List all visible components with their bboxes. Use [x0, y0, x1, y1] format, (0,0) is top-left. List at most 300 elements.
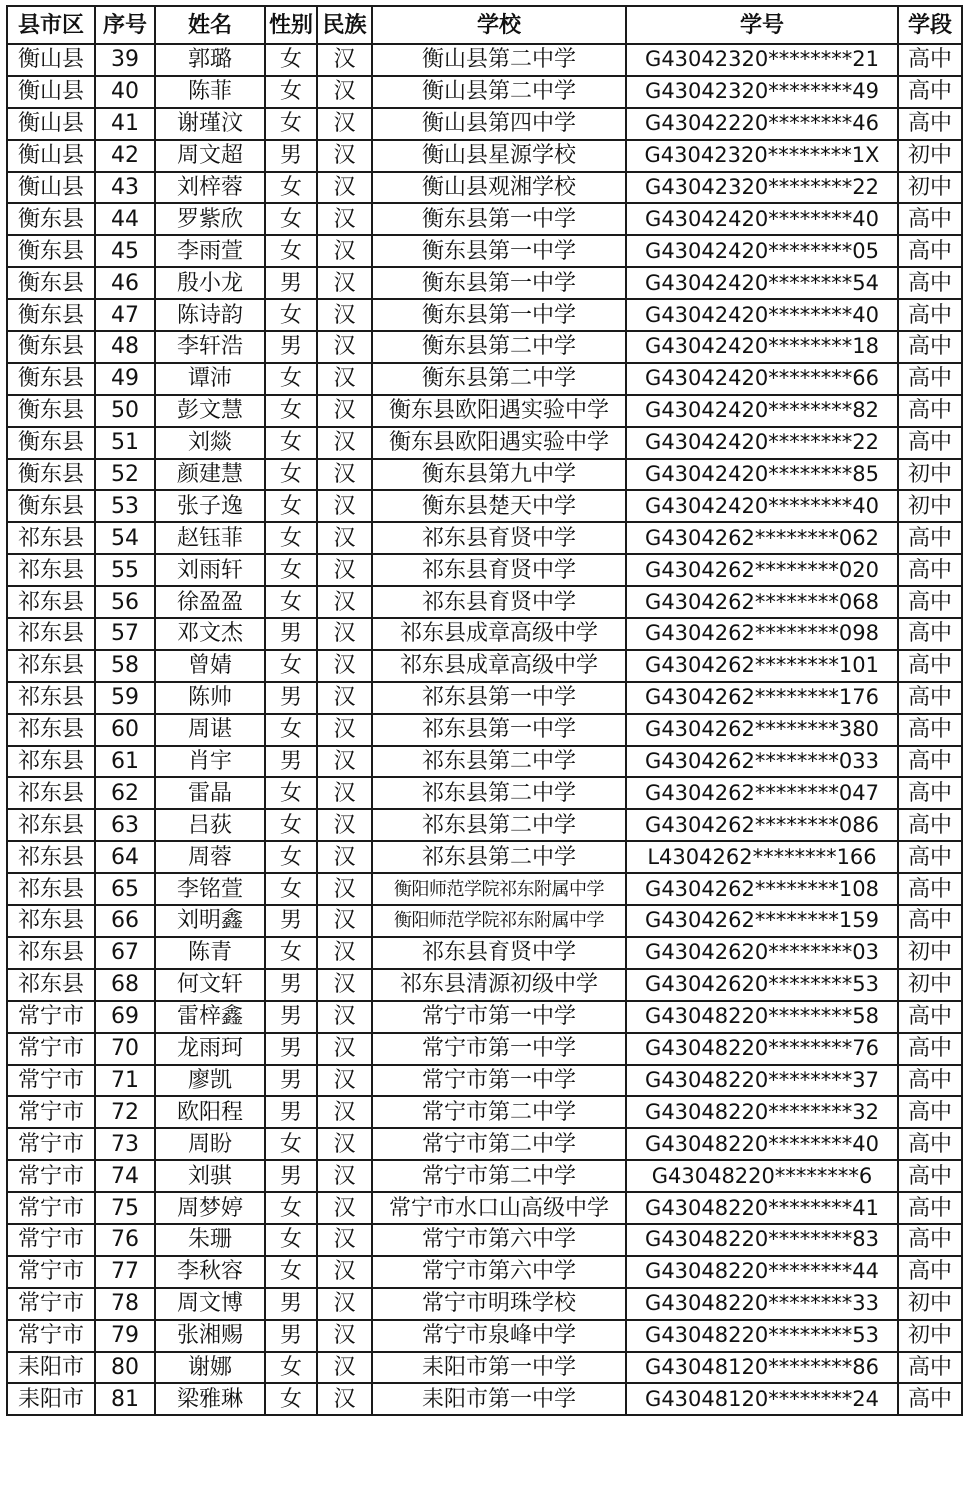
name-cell: 张子逸	[155, 490, 265, 522]
student-id-cell: G4304262********159	[626, 905, 898, 937]
stage-cell: 高中	[898, 1096, 962, 1128]
gender-cell: 女	[265, 650, 317, 682]
index-cell: 55	[95, 554, 155, 586]
stage-cell: 高中	[898, 427, 962, 459]
school-cell: 祁东县第二中学	[372, 777, 626, 809]
index-cell: 42	[95, 140, 155, 172]
index-cell: 41	[95, 108, 155, 140]
stage-cell: 高中	[898, 108, 962, 140]
district-cell: 常宁市	[7, 1001, 95, 1033]
district-cell: 衡山县	[7, 140, 95, 172]
district-cell: 祁东县	[7, 873, 95, 905]
table-row	[7, 235, 962, 267]
stage-cell: 高中	[898, 522, 962, 554]
student-id-cell: G43048220********6	[626, 1160, 898, 1192]
name-cell: 谭沛	[155, 363, 265, 395]
school-cell: 常宁市第一中学	[372, 1001, 626, 1033]
gender-cell: 男	[265, 746, 317, 778]
ethnicity-cell: 汉	[317, 522, 372, 554]
student-id-cell: G43042420********40	[626, 299, 898, 331]
name-cell: 欧阳程	[155, 1096, 265, 1128]
table-body	[7, 44, 962, 1415]
ethnicity-cell: 汉	[317, 714, 372, 746]
table-row	[7, 586, 962, 618]
header-index: 序号	[95, 6, 155, 44]
index-cell: 68	[95, 969, 155, 1001]
school-cell: 衡东县第一中学	[372, 299, 626, 331]
table-row	[7, 1065, 962, 1097]
student-id-cell: G43048220********58	[626, 1001, 898, 1033]
header-ethnicity: 民族	[317, 6, 372, 44]
student-id-cell: G4304262********380	[626, 714, 898, 746]
index-cell: 50	[95, 395, 155, 427]
district-cell: 祁东县	[7, 777, 95, 809]
ethnicity-cell: 汉	[317, 809, 372, 841]
ethnicity-cell: 汉	[317, 650, 372, 682]
district-cell: 常宁市	[7, 1320, 95, 1352]
stage-cell: 高中	[898, 1383, 962, 1415]
index-cell: 73	[95, 1128, 155, 1160]
school-cell: 常宁市泉峰中学	[372, 1320, 626, 1352]
student-id-cell: G43042620********03	[626, 937, 898, 969]
student-id-cell: G4304262********068	[626, 586, 898, 618]
table-row	[7, 395, 962, 427]
ethnicity-cell: 汉	[317, 554, 372, 586]
gender-cell: 男	[265, 1288, 317, 1320]
stage-cell: 高中	[898, 1033, 962, 1065]
name-cell: 陈菲	[155, 76, 265, 108]
name-cell: 刘明鑫	[155, 905, 265, 937]
gender-cell: 女	[265, 427, 317, 459]
header-student-id: 学号	[626, 6, 898, 44]
district-cell: 衡东县	[7, 267, 95, 299]
index-cell: 78	[95, 1288, 155, 1320]
index-cell: 63	[95, 809, 155, 841]
gender-cell: 女	[265, 1256, 317, 1288]
student-id-cell: G43042420********18	[626, 331, 898, 363]
table-row	[7, 108, 962, 140]
district-cell: 衡东县	[7, 331, 95, 363]
ethnicity-cell: 汉	[317, 1160, 372, 1192]
index-cell: 45	[95, 235, 155, 267]
district-cell: 祁东县	[7, 809, 95, 841]
ethnicity-cell: 汉	[317, 682, 372, 714]
school-cell: 祁东县第一中学	[372, 714, 626, 746]
gender-cell: 男	[265, 331, 317, 363]
district-cell: 祁东县	[7, 746, 95, 778]
student-id-cell: G43042420********85	[626, 459, 898, 491]
stage-cell: 高中	[898, 395, 962, 427]
ethnicity-cell: 汉	[317, 937, 372, 969]
stage-cell: 高中	[898, 905, 962, 937]
stage-cell: 高中	[898, 873, 962, 905]
student-id-cell: G4304262********062	[626, 522, 898, 554]
district-cell: 耒阳市	[7, 1383, 95, 1415]
student-id-cell: G43048220********32	[626, 1096, 898, 1128]
school-cell: 衡东县第二中学	[372, 363, 626, 395]
name-cell: 周谌	[155, 714, 265, 746]
gender-cell: 女	[265, 76, 317, 108]
student-id-cell: G43042420********22	[626, 427, 898, 459]
gender-cell: 女	[265, 841, 317, 873]
school-cell: 常宁市第二中学	[372, 1096, 626, 1128]
table-row	[7, 746, 962, 778]
table-row	[7, 714, 962, 746]
ethnicity-cell: 汉	[317, 267, 372, 299]
district-cell: 衡山县	[7, 44, 95, 76]
ethnicity-cell: 汉	[317, 1096, 372, 1128]
name-cell: 何文轩	[155, 969, 265, 1001]
table-row	[7, 203, 962, 235]
table-row	[7, 554, 962, 586]
district-cell: 衡东县	[7, 427, 95, 459]
name-cell: 殷小龙	[155, 267, 265, 299]
stage-cell: 高中	[898, 618, 962, 650]
name-cell: 周盼	[155, 1128, 265, 1160]
stage-cell: 高中	[898, 1065, 962, 1097]
gender-cell: 男	[265, 1096, 317, 1128]
school-cell: 衡东县第一中学	[372, 267, 626, 299]
name-cell: 雷晶	[155, 777, 265, 809]
school-cell: 衡山县第二中学	[372, 76, 626, 108]
stage-cell: 高中	[898, 203, 962, 235]
table-row	[7, 1256, 962, 1288]
gender-cell: 男	[265, 1033, 317, 1065]
school-cell: 常宁市明珠学校	[372, 1288, 626, 1320]
index-cell: 75	[95, 1192, 155, 1224]
name-cell: 彭文慧	[155, 395, 265, 427]
table-row	[7, 44, 962, 76]
table-row	[7, 427, 962, 459]
ethnicity-cell: 汉	[317, 746, 372, 778]
table-row	[7, 1096, 962, 1128]
index-cell: 72	[95, 1096, 155, 1128]
ethnicity-cell: 汉	[317, 140, 372, 172]
gender-cell: 女	[265, 1128, 317, 1160]
name-cell: 肖宇	[155, 746, 265, 778]
student-id-cell: G43042420********40	[626, 490, 898, 522]
gender-cell: 女	[265, 235, 317, 267]
student-id-cell: G4304262********176	[626, 682, 898, 714]
name-cell: 刘梓蓉	[155, 172, 265, 204]
index-cell: 59	[95, 682, 155, 714]
name-cell: 张湘赐	[155, 1320, 265, 1352]
index-cell: 60	[95, 714, 155, 746]
student-id-cell: G43048220********83	[626, 1224, 898, 1256]
ethnicity-cell: 汉	[317, 1352, 372, 1384]
student-id-cell: G43042420********40	[626, 203, 898, 235]
table-row	[7, 1160, 962, 1192]
name-cell: 李铭萱	[155, 873, 265, 905]
school-cell: 常宁市第二中学	[372, 1128, 626, 1160]
stage-cell: 高中	[898, 363, 962, 395]
table-row	[7, 905, 962, 937]
ethnicity-cell: 汉	[317, 1256, 372, 1288]
index-cell: 62	[95, 777, 155, 809]
school-cell: 常宁市第二中学	[372, 1160, 626, 1192]
name-cell: 赵钰菲	[155, 522, 265, 554]
school-cell: 常宁市第六中学	[372, 1224, 626, 1256]
stage-cell: 高中	[898, 1192, 962, 1224]
district-cell: 衡东县	[7, 490, 95, 522]
district-cell: 常宁市	[7, 1128, 95, 1160]
gender-cell: 男	[265, 682, 317, 714]
district-cell: 祁东县	[7, 522, 95, 554]
school-cell: 常宁市第一中学	[372, 1065, 626, 1097]
gender-cell: 女	[265, 937, 317, 969]
index-cell: 44	[95, 203, 155, 235]
table-row	[7, 299, 962, 331]
name-cell: 梁雅琳	[155, 1383, 265, 1415]
table-row	[7, 937, 962, 969]
student-id-cell: G4304262********047	[626, 777, 898, 809]
ethnicity-cell: 汉	[317, 459, 372, 491]
student-id-cell: G43042420********05	[626, 235, 898, 267]
school-cell: 衡东县第一中学	[372, 203, 626, 235]
ethnicity-cell: 汉	[317, 1001, 372, 1033]
school-cell: 衡东县第一中学	[372, 235, 626, 267]
stage-cell: 高中	[898, 586, 962, 618]
stage-cell: 高中	[898, 235, 962, 267]
school-cell: 祁东县育贤中学	[372, 522, 626, 554]
school-cell: 祁东县育贤中学	[372, 586, 626, 618]
stage-cell: 高中	[898, 1001, 962, 1033]
index-cell: 77	[95, 1256, 155, 1288]
name-cell: 朱珊	[155, 1224, 265, 1256]
stage-cell: 高中	[898, 299, 962, 331]
gender-cell: 男	[265, 618, 317, 650]
index-cell: 52	[95, 459, 155, 491]
gender-cell: 女	[265, 395, 317, 427]
index-cell: 69	[95, 1001, 155, 1033]
school-cell: 耒阳市第一中学	[372, 1383, 626, 1415]
stage-cell: 高中	[898, 809, 962, 841]
stage-cell: 初中	[898, 140, 962, 172]
stage-cell: 高中	[898, 841, 962, 873]
district-cell: 常宁市	[7, 1256, 95, 1288]
stage-cell: 高中	[898, 1128, 962, 1160]
stage-cell: 高中	[898, 331, 962, 363]
ethnicity-cell: 汉	[317, 299, 372, 331]
student-id-cell: G4304262********101	[626, 650, 898, 682]
table-row	[7, 331, 962, 363]
district-cell: 祁东县	[7, 682, 95, 714]
index-cell: 53	[95, 490, 155, 522]
name-cell: 吕荻	[155, 809, 265, 841]
gender-cell: 女	[265, 586, 317, 618]
stage-cell: 高中	[898, 1160, 962, 1192]
header-row	[7, 6, 962, 44]
gender-cell: 女	[265, 522, 317, 554]
school-cell: 衡山县第二中学	[372, 44, 626, 76]
name-cell: 罗紫欣	[155, 203, 265, 235]
name-cell: 周蓉	[155, 841, 265, 873]
district-cell: 衡山县	[7, 172, 95, 204]
table-row	[7, 618, 962, 650]
student-id-cell: G43042420********82	[626, 395, 898, 427]
ethnicity-cell: 汉	[317, 969, 372, 1001]
index-cell: 48	[95, 331, 155, 363]
gender-cell: 女	[265, 44, 317, 76]
school-cell: 衡东县第二中学	[372, 331, 626, 363]
ethnicity-cell: 汉	[317, 395, 372, 427]
stage-cell: 高中	[898, 746, 962, 778]
name-cell: 刘燚	[155, 427, 265, 459]
student-id-cell: G43048220********33	[626, 1288, 898, 1320]
district-cell: 祁东县	[7, 905, 95, 937]
ethnicity-cell: 汉	[317, 1128, 372, 1160]
school-cell: 衡东县第九中学	[372, 459, 626, 491]
index-cell: 57	[95, 618, 155, 650]
stage-cell: 高中	[898, 44, 962, 76]
district-cell: 祁东县	[7, 618, 95, 650]
gender-cell: 女	[265, 554, 317, 586]
gender-cell: 男	[265, 1160, 317, 1192]
school-cell: 衡阳师范学院祁东附属中学	[372, 873, 626, 905]
student-id-cell: G43042420********54	[626, 267, 898, 299]
student-id-cell: G43042320********21	[626, 44, 898, 76]
ethnicity-cell: 汉	[317, 108, 372, 140]
ethnicity-cell: 汉	[317, 1383, 372, 1415]
index-cell: 81	[95, 1383, 155, 1415]
name-cell: 谢瑾汶	[155, 108, 265, 140]
school-cell: 祁东县育贤中学	[372, 554, 626, 586]
gender-cell: 女	[265, 1224, 317, 1256]
school-cell: 祁东县成章高级中学	[372, 618, 626, 650]
index-cell: 71	[95, 1065, 155, 1097]
ethnicity-cell: 汉	[317, 76, 372, 108]
school-cell: 衡山县观湘学校	[372, 172, 626, 204]
table-row	[7, 1001, 962, 1033]
index-cell: 40	[95, 76, 155, 108]
gender-cell: 男	[265, 969, 317, 1001]
ethnicity-cell: 汉	[317, 203, 372, 235]
district-cell: 祁东县	[7, 969, 95, 1001]
stage-cell: 高中	[898, 682, 962, 714]
gender-cell: 女	[265, 1383, 317, 1415]
gender-cell: 男	[265, 905, 317, 937]
name-cell: 周文超	[155, 140, 265, 172]
student-id-cell: G43042420********66	[626, 363, 898, 395]
district-cell: 常宁市	[7, 1224, 95, 1256]
school-cell: 祁东县成章高级中学	[372, 650, 626, 682]
ethnicity-cell: 汉	[317, 1065, 372, 1097]
ethnicity-cell: 汉	[317, 586, 372, 618]
header-school: 学校	[372, 6, 626, 44]
student-id-cell: G43048220********53	[626, 1320, 898, 1352]
district-cell: 常宁市	[7, 1065, 95, 1097]
gender-cell: 女	[265, 714, 317, 746]
gender-cell: 女	[265, 809, 317, 841]
school-cell: 祁东县第二中学	[372, 841, 626, 873]
name-cell: 谢娜	[155, 1352, 265, 1384]
gender-cell: 男	[265, 267, 317, 299]
student-id-cell: G4304262********108	[626, 873, 898, 905]
district-cell: 衡东县	[7, 459, 95, 491]
index-cell: 76	[95, 1224, 155, 1256]
table-row	[7, 1352, 962, 1384]
index-cell: 80	[95, 1352, 155, 1384]
table-row	[7, 1224, 962, 1256]
name-cell: 陈诗韵	[155, 299, 265, 331]
stage-cell: 高中	[898, 76, 962, 108]
gender-cell: 女	[265, 777, 317, 809]
name-cell: 龙雨珂	[155, 1033, 265, 1065]
gender-cell: 女	[265, 1352, 317, 1384]
district-cell: 常宁市	[7, 1288, 95, 1320]
gender-cell: 女	[265, 108, 317, 140]
school-cell: 祁东县育贤中学	[372, 937, 626, 969]
name-cell: 李秋容	[155, 1256, 265, 1288]
gender-cell: 男	[265, 1320, 317, 1352]
name-cell: 陈帅	[155, 682, 265, 714]
district-cell: 衡东县	[7, 299, 95, 331]
district-cell: 常宁市	[7, 1192, 95, 1224]
district-cell: 衡东县	[7, 363, 95, 395]
gender-cell: 女	[265, 1192, 317, 1224]
district-cell: 衡东县	[7, 395, 95, 427]
name-cell: 廖凯	[155, 1065, 265, 1097]
name-cell: 李轩浩	[155, 331, 265, 363]
ethnicity-cell: 汉	[317, 427, 372, 459]
student-id-cell: G43048220********76	[626, 1033, 898, 1065]
district-cell: 常宁市	[7, 1033, 95, 1065]
student-id-cell: G43048220********44	[626, 1256, 898, 1288]
table-row	[7, 1383, 962, 1415]
name-cell: 曾婧	[155, 650, 265, 682]
index-cell: 65	[95, 873, 155, 905]
gender-cell: 男	[265, 140, 317, 172]
school-cell: 衡东县楚天中学	[372, 490, 626, 522]
index-cell: 49	[95, 363, 155, 395]
table-row	[7, 76, 962, 108]
district-cell: 祁东县	[7, 650, 95, 682]
index-cell: 43	[95, 172, 155, 204]
ethnicity-cell: 汉	[317, 1192, 372, 1224]
school-cell: 常宁市水口山高级中学	[372, 1192, 626, 1224]
gender-cell: 女	[265, 873, 317, 905]
district-cell: 祁东县	[7, 586, 95, 618]
ethnicity-cell: 汉	[317, 1320, 372, 1352]
school-cell: 衡东县欧阳遇实验中学	[372, 395, 626, 427]
table-row	[7, 650, 962, 682]
district-cell: 衡山县	[7, 76, 95, 108]
gender-cell: 女	[265, 203, 317, 235]
student-id-cell: G4304262********086	[626, 809, 898, 841]
school-cell: 衡山县第四中学	[372, 108, 626, 140]
index-cell: 61	[95, 746, 155, 778]
table-row	[7, 459, 962, 491]
stage-cell: 初中	[898, 490, 962, 522]
district-cell: 祁东县	[7, 554, 95, 586]
table-row	[7, 809, 962, 841]
student-id-cell: L4304262********166	[626, 841, 898, 873]
school-cell: 常宁市第六中学	[372, 1256, 626, 1288]
index-cell: 58	[95, 650, 155, 682]
ethnicity-cell: 汉	[317, 1033, 372, 1065]
gender-cell: 女	[265, 363, 317, 395]
district-cell: 耒阳市	[7, 1352, 95, 1384]
gender-cell: 男	[265, 1065, 317, 1097]
table-row	[7, 522, 962, 554]
student-id-cell: G43048120********24	[626, 1383, 898, 1415]
table-row	[7, 1128, 962, 1160]
ethnicity-cell: 汉	[317, 363, 372, 395]
table-row	[7, 140, 962, 172]
student-id-cell: G43042220********46	[626, 108, 898, 140]
stage-cell: 初中	[898, 969, 962, 1001]
stage-cell: 初中	[898, 172, 962, 204]
